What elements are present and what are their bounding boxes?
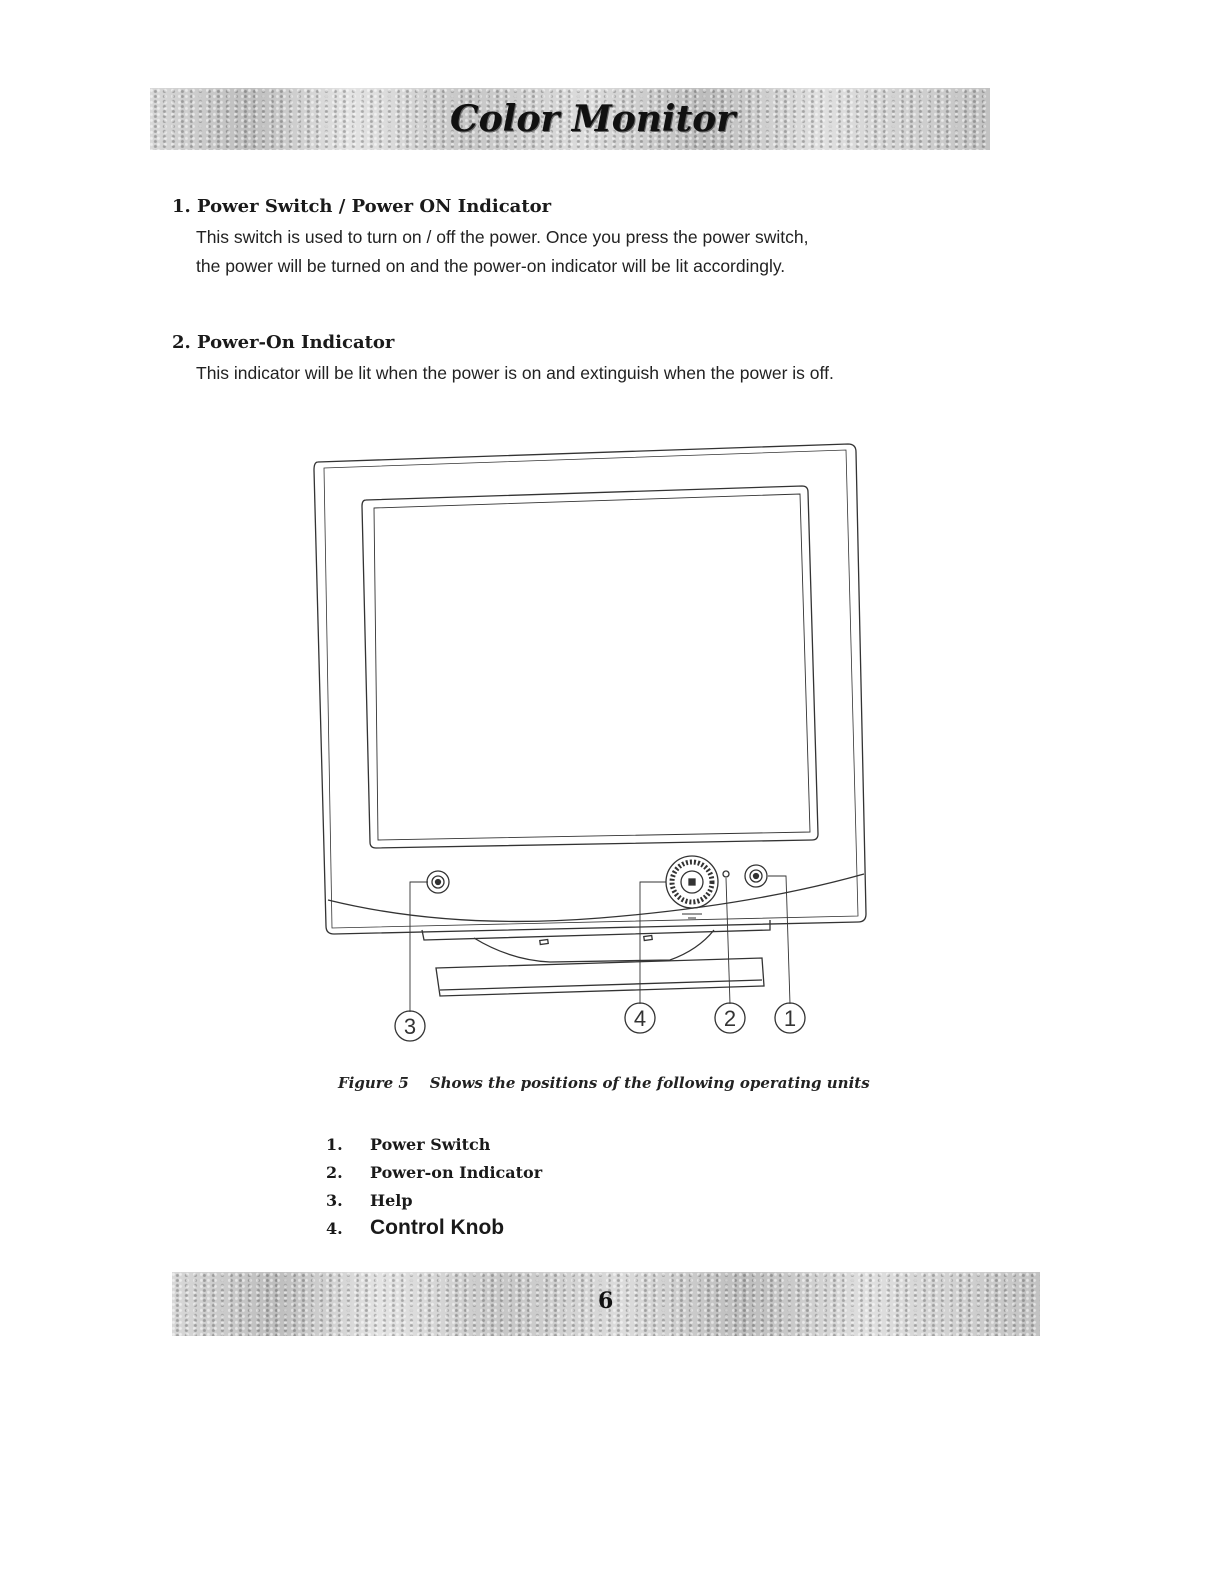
footer-band	[172, 1272, 1040, 1336]
monitor-stand-neck	[422, 920, 770, 940]
legend-item	[326, 1186, 542, 1214]
svg-text:2: 2	[723, 1006, 737, 1031]
header-title: Color Monitor	[450, 98, 736, 140]
stand-tab	[644, 935, 652, 940]
section-power-on-indicator	[172, 332, 972, 388]
leader-line-2	[726, 878, 730, 1004]
monitor-outer-bezel-inner	[324, 450, 858, 928]
monitor-outer-bezel	[314, 444, 866, 934]
bezel-curve	[328, 874, 864, 921]
legend-list	[326, 1130, 542, 1242]
section-body-line: This switch is used to turn on / off the power. Once you press the power switch,	[196, 227, 809, 247]
legend-item	[326, 1158, 542, 1186]
legend-number: 1.	[326, 1134, 343, 1154]
help-button	[427, 871, 449, 893]
callout-3	[395, 1011, 425, 1041]
leader-line-4	[640, 882, 666, 1004]
monitor-stand-base-edge	[440, 980, 762, 990]
legend-label: Power Switch	[370, 1134, 491, 1154]
section-heading: 2. Power-On Indicator	[172, 332, 395, 353]
legend-item	[326, 1130, 542, 1158]
section-body-line: the power will be turned on and the power-on indicator will be lit accordingly.	[196, 256, 786, 276]
svg-text:3: 3	[403, 1014, 417, 1039]
svg-text:4: 4	[633, 1006, 647, 1031]
monitor-diagram	[300, 430, 880, 1060]
header-band	[150, 88, 990, 150]
legend-item	[326, 1214, 542, 1242]
monitor-stand-base	[436, 958, 764, 996]
callout-4	[625, 1003, 655, 1033]
legend-label: Power-on Indicator	[370, 1162, 543, 1182]
power-switch	[745, 865, 767, 887]
power-on-indicator	[723, 871, 729, 877]
section-heading: 1. Power Switch / Power ON Indicator	[172, 196, 552, 217]
monitor-screen-frame	[362, 486, 818, 848]
legend-label: Control Knob	[370, 1216, 505, 1239]
section-power-switch	[172, 196, 932, 281]
stand-tab	[540, 939, 548, 944]
svg-text:1: 1	[783, 1006, 797, 1031]
legend-number: 2.	[326, 1162, 343, 1182]
callout-1	[775, 1003, 805, 1033]
legend-label: Help	[370, 1190, 413, 1210]
monitor-screen	[374, 494, 810, 840]
leader-line-3	[410, 882, 428, 1012]
figure-caption: Figure 5 Shows the positions of the following operating units	[338, 1074, 870, 1092]
legend-number: 4.	[326, 1218, 343, 1238]
legend-number: 3.	[326, 1190, 343, 1210]
page-number: 6	[598, 1288, 614, 1314]
section-body-line: This indicator will be lit when the power is on and extinguish when the power is off.	[196, 363, 834, 383]
callout-2	[715, 1003, 745, 1033]
